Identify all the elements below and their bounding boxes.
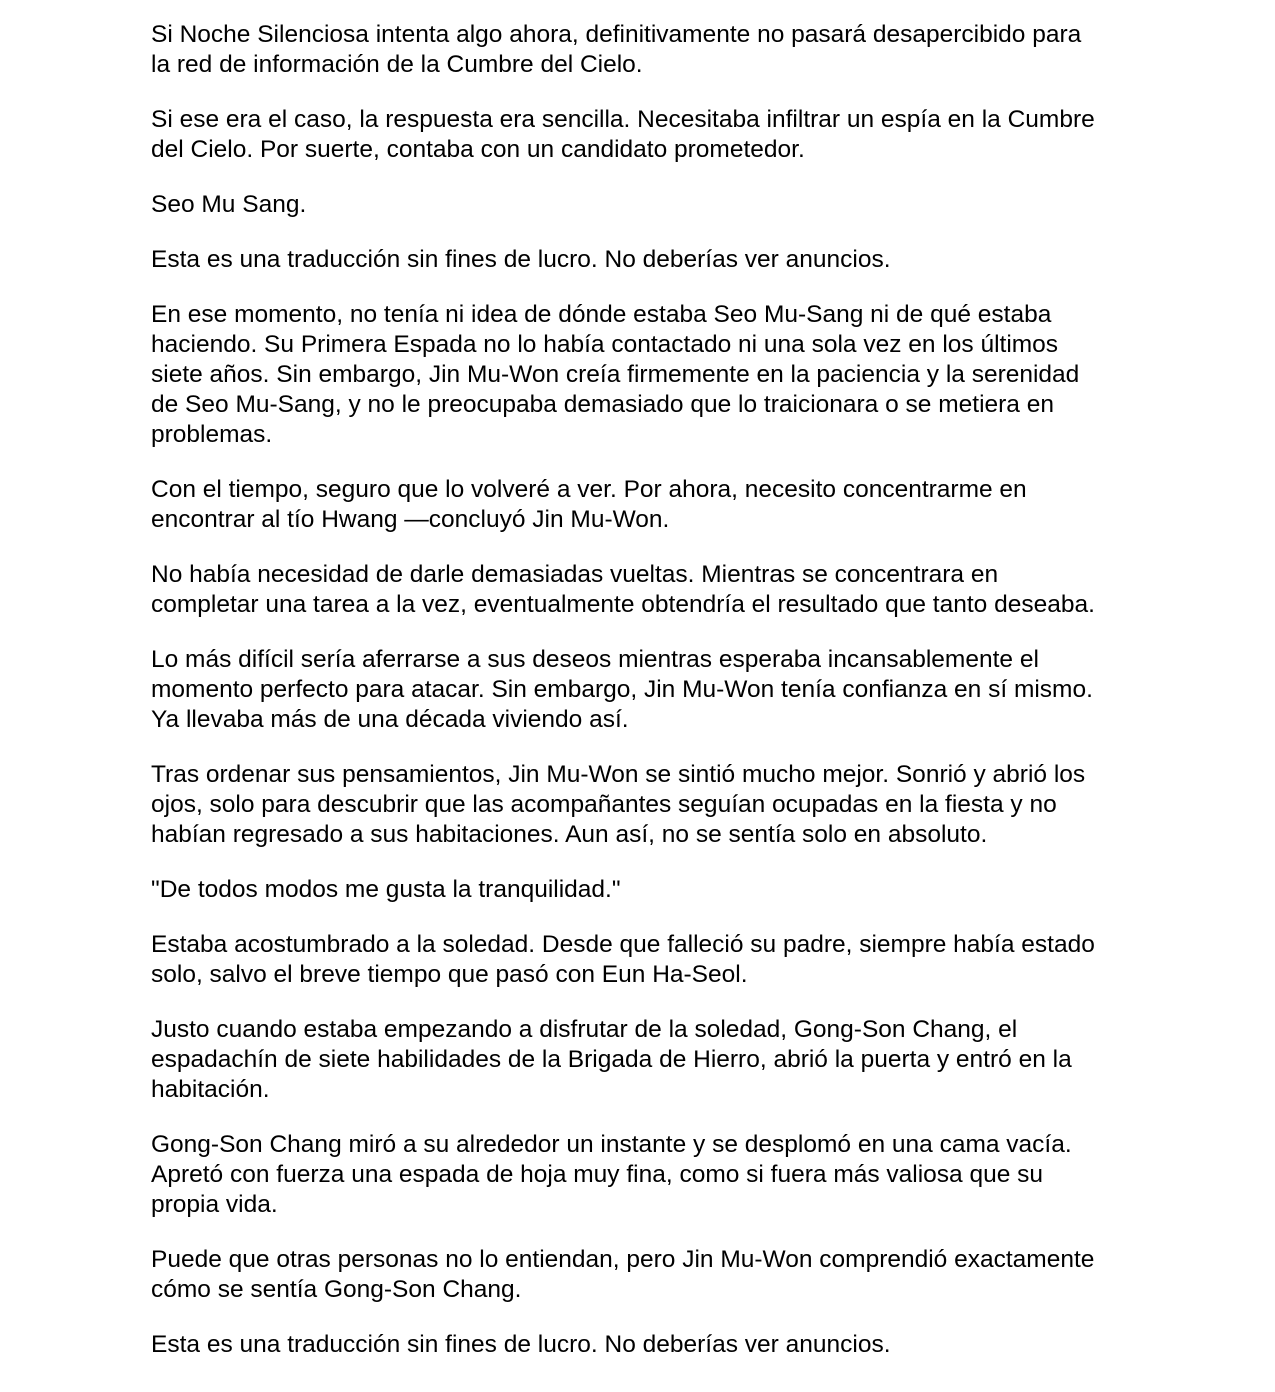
paragraph: Si Noche Silenciosa intenta algo ahora, definitivamente no pasará desapercibido para la red de información de la Cumbre del Cielo. <box>151 21 1082 78</box>
paragraph: Con el tiempo, seguro que lo volveré a ver. Por ahora, necesito concentrarme en encontrar al tío Hwang —concluyó Jin Mu-Won. <box>151 476 1027 533</box>
notice-paragraph: Esta es una traducción sin fines de lucro. No deberías ver anuncios. <box>151 1331 891 1358</box>
paragraph: En ese momento, no tenía ni idea de dónde estaba Seo Mu-Sang ni de qué estaba haciendo. Su Primera Espada no lo había contactado ni una sola vez en los últimos siete años. Sin embargo, Jin Mu-Won creía firmemente en la paciencia y la serenidad de Seo Mu-Sang, y no le preocupaba demasiado que lo traicionara o se metiera en problemas. <box>151 301 1080 448</box>
document-page <box>151 20 1151 1385</box>
paragraph: Si ese era el caso, la respuesta era sencilla. Necesitaba infiltrar un espía en la Cumbre del Cielo. Por suerte, contaba con un candidato prometedor. <box>151 106 1095 163</box>
paragraph: Seo Mu Sang. <box>151 191 307 218</box>
notice-paragraph: Esta es una traducción sin fines de lucro. No deberías ver anuncios. <box>151 246 891 273</box>
paragraph: No había necesidad de darle demasiadas vueltas. Mientras se concentrara en completar una tarea a la vez, eventualmente obtendría el resultado que tanto deseaba. <box>151 561 1095 618</box>
paragraph: Lo más difícil sería aferrarse a sus deseos mientras esperaba incansablemente el momento perfecto para atacar. Sin embargo, Jin Mu-Won tenía confianza en sí mismo. Ya llevaba más de una década viviendo así. <box>151 646 1093 733</box>
paragraph: Gong-Son Chang miró a su alrededor un instante y se desplomó en una cama vacía. Apretó con fuerza una espada de hoja muy fina, como si fuera más valiosa que su propia vida. <box>151 1131 1072 1218</box>
paragraph: Justo cuando estaba empezando a disfrutar de la soledad, Gong-Son Chang, el espadachín de siete habilidades de la Brigada de Hierro, abrió la puerta y entró en la habitación. <box>151 1016 1072 1103</box>
paragraph: Puede que otras personas no lo entiendan, pero Jin Mu-Won comprendió exactamente cómo se sentía Gong-Son Chang. <box>151 1246 1095 1303</box>
paragraph: Tras ordenar sus pensamientos, Jin Mu-Won se sintió mucho mejor. Sonrió y abrió los ojos, solo para descubrir que las acompañantes seguían ocupadas en la fiesta y no habían regresado a sus habitaciones. Aun así, no se sentía solo en absoluto. <box>151 761 1086 848</box>
dialogue-paragraph: "De todos modos me gusta la tranquilidad." <box>151 876 621 903</box>
paragraph: Estaba acostumbrado a la soledad. Desde que falleció su padre, siempre había estado solo, salvo el breve tiempo que pasó con Eun Ha-Seol. <box>151 931 1095 988</box>
